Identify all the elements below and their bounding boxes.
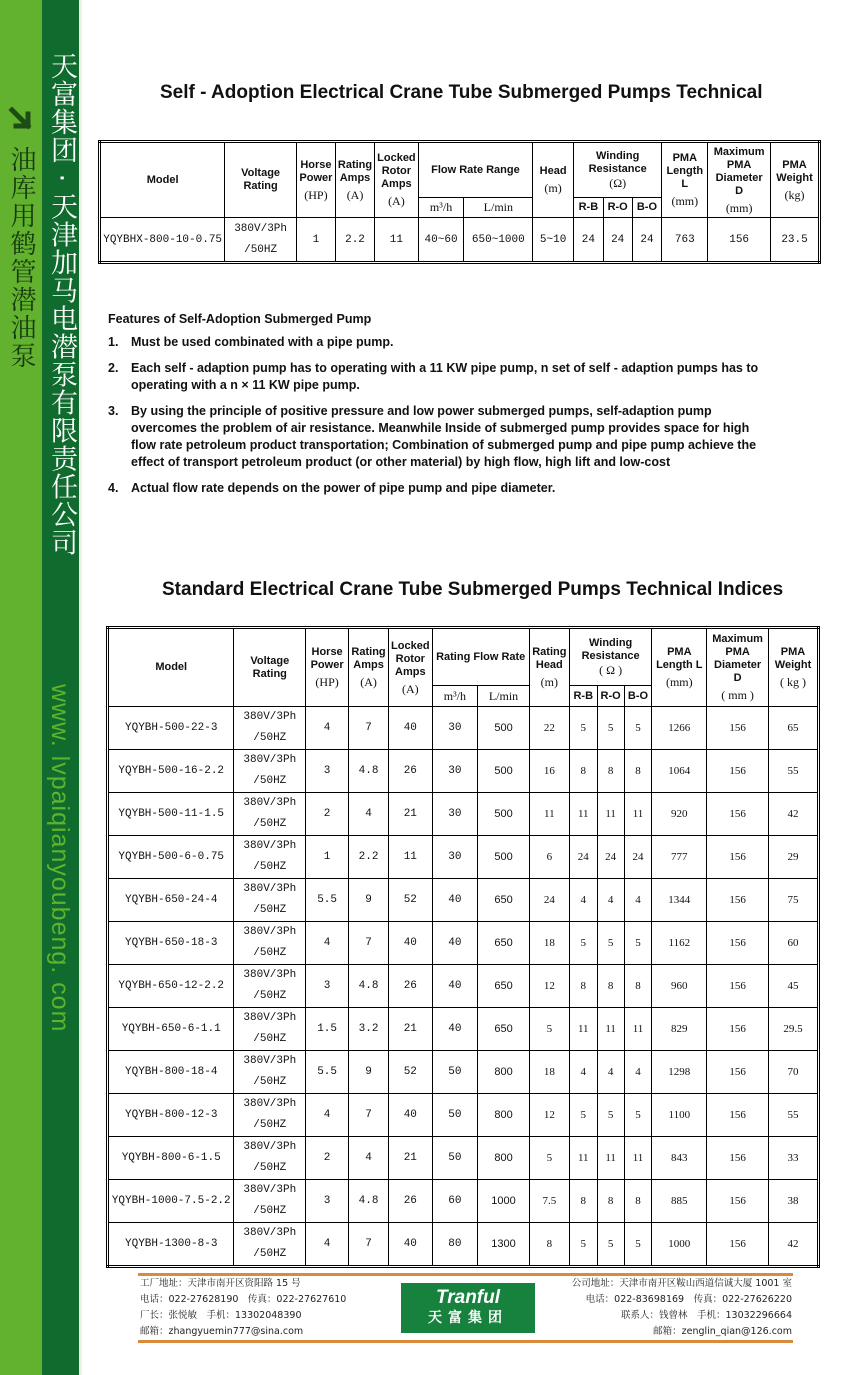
cell-flow-m3h: 40 [432, 965, 478, 1008]
company-phone: 电话：022-83698169 传真：022-27626220 [585, 1294, 792, 1305]
company-contact-person: 联系人：钱曾林 手机：13032296664 [621, 1310, 792, 1321]
features-title: Features of Self-Adoption Submerged Pump [108, 312, 372, 326]
cell-voltage: 380V/3Ph /50HZ [234, 707, 306, 750]
cell-head: 18 [529, 922, 569, 965]
cell-flow-m3h: 80 [432, 1223, 478, 1267]
cell-rating-amps: 9 [349, 1051, 389, 1094]
cell-bo: 4 [624, 1051, 652, 1094]
company-address: 公司地址：天津市南开区鞍山西道信诚大厦 1001 室 [571, 1278, 792, 1289]
cell-head: 5 [529, 1137, 569, 1180]
header-horse-power: Horse Power (HP) [306, 628, 349, 707]
cell-head: 11 [529, 793, 569, 836]
features-list [108, 334, 768, 497]
cell-diameter: 156 [707, 793, 769, 836]
cell-head: 18 [529, 1051, 569, 1094]
cell-rating-amps: 4 [349, 1137, 389, 1180]
cell-ro: 11 [597, 1008, 624, 1051]
cell-length: 885 [652, 1180, 707, 1223]
cell-ro: 5 [597, 922, 624, 965]
header-winding: Winding Resistance (Ω) [573, 142, 661, 198]
sidebar-company-name: 天富集团 · 天津加马电潜泵有限责任公司 [46, 52, 77, 557]
cell-bo: 8 [624, 750, 652, 793]
cell-voltage: 380V/3Ph /50HZ [234, 836, 306, 879]
cell-horse-power: 5.5 [306, 879, 349, 922]
cell-rb: 4 [569, 879, 597, 922]
cell-diameter: 156 [707, 1180, 769, 1223]
cell-rating-amps: 2.2 [335, 218, 374, 263]
header-rb: R-B [573, 198, 603, 218]
cell-ro: 11 [597, 793, 624, 836]
cell-rating-amps: 2.2 [349, 836, 389, 879]
cell-flow-lmin: 1000 [478, 1180, 530, 1223]
header-horse-power: Horse Power (HP) [296, 142, 335, 218]
header-weight: PMA Weight ( kg ) [769, 628, 819, 707]
header-head: Rating Head (m) [529, 628, 569, 707]
cell-rating-amps: 4.8 [349, 965, 389, 1008]
cell-flow-lmin: 800 [478, 1051, 530, 1094]
cell-weight: 60 [769, 922, 819, 965]
table-row [108, 1008, 819, 1051]
cell-weight: 65 [769, 707, 819, 750]
cell-bo: 24 [632, 218, 662, 263]
cell-ro: 8 [597, 750, 624, 793]
cell-model: YQYBH-650-24-4 [108, 879, 234, 922]
cell-flow-lmin: 650 [478, 879, 530, 922]
cell-model: YQYBH-500-6-0.75 [108, 836, 234, 879]
table-row [108, 750, 819, 793]
cell-flow-lmin: 500 [478, 793, 530, 836]
cell-flow-lmin: 500 [478, 750, 530, 793]
cell-locked-rotor: 21 [389, 793, 433, 836]
cell-flow-lmin: 800 [478, 1137, 530, 1180]
footer-bottom-rule [138, 1340, 793, 1343]
header-flow-m3h: m³/h [432, 686, 478, 707]
header-bo: B-O [632, 198, 662, 218]
cell-flow-lmin: 1300 [478, 1223, 530, 1267]
header-flow: Rating Flow Rate [432, 628, 529, 686]
header-rating-amps: Rating Amps (A) [349, 628, 389, 707]
cell-flow-m3h: 50 [432, 1137, 478, 1180]
cell-length: 1266 [652, 707, 707, 750]
factory-address: 工厂地址：天津市南开区资阳路 15 号 [140, 1278, 301, 1289]
cell-voltage: 380V/3Ph /50HZ [234, 1008, 306, 1051]
cell-length: 1064 [652, 750, 707, 793]
cell-length: 1000 [652, 1223, 707, 1267]
cell-bo: 5 [624, 707, 652, 750]
cell-rb: 11 [569, 793, 597, 836]
cell-flow-m3h: 30 [432, 836, 478, 879]
cell-model: YQYBH-800-6-1.5 [108, 1137, 234, 1180]
header-length: PMA Length L (mm) [662, 142, 708, 218]
cell-flow-m3h: 40~60 [418, 218, 464, 263]
cell-head: 5 [529, 1008, 569, 1051]
cell-head: 24 [529, 879, 569, 922]
cell-diameter: 156 [707, 836, 769, 879]
cell-model: YQYBH-650-12-2.2 [108, 965, 234, 1008]
header-length: PMA Length L (mm) [652, 628, 707, 707]
header-diameter: Maximum PMA Diameter D ( mm ) [707, 628, 769, 707]
header-flow-lmin: L/min [464, 198, 533, 218]
cell-model: YQYBHX-800-10-0.75 [100, 218, 225, 263]
cell-locked-rotor: 21 [389, 1137, 433, 1180]
cell-model: YQYBH-1000-7.5-2.2 [108, 1180, 234, 1223]
cell-length: 1344 [652, 879, 707, 922]
cell-diameter: 156 [707, 922, 769, 965]
table-row [108, 922, 819, 965]
cell-locked-rotor: 52 [389, 879, 433, 922]
cell-locked-rotor: 26 [389, 965, 433, 1008]
header-flow: Flow Rate Range [418, 142, 533, 198]
header-ro: R-O [597, 686, 624, 707]
cell-weight: 29.5 [769, 1008, 819, 1051]
standard-spec-table [106, 626, 820, 1268]
cell-weight: 45 [769, 965, 819, 1008]
cell-horse-power: 2 [306, 1137, 349, 1180]
cell-length: 1100 [652, 1094, 707, 1137]
cell-flow-lmin: 500 [478, 707, 530, 750]
cell-horse-power: 4 [306, 922, 349, 965]
cell-rating-amps: 7 [349, 922, 389, 965]
cell-horse-power: 4 [306, 707, 349, 750]
header-rb: R-B [569, 686, 597, 707]
cell-bo: 4 [624, 879, 652, 922]
cell-rb: 5 [569, 1094, 597, 1137]
cell-bo: 5 [624, 922, 652, 965]
cell-rb: 5 [569, 707, 597, 750]
table-row [108, 1094, 819, 1137]
cell-model: YQYBH-500-22-3 [108, 707, 234, 750]
cell-diameter: 156 [707, 965, 769, 1008]
header-voltage: Voltage Rating [225, 142, 297, 218]
cell-flow-m3h: 50 [432, 1051, 478, 1094]
cell-horse-power: 3 [306, 750, 349, 793]
cell-rb: 8 [569, 1180, 597, 1223]
cell-flow-lmin: 650~1000 [464, 218, 533, 263]
section1-title: Self - Adoption Electrical Crane Tube Submerged Pumps Technical [160, 82, 763, 103]
cell-horse-power: 4 [306, 1223, 349, 1267]
cell-bo: 24 [624, 836, 652, 879]
table-row [108, 1180, 819, 1223]
cell-rating-amps: 7 [349, 1094, 389, 1137]
cell-voltage: 380V/3Ph /50HZ [234, 1094, 306, 1137]
cell-head: 12 [529, 1094, 569, 1137]
cell-rating-amps: 9 [349, 879, 389, 922]
header-flow-lmin: L/min [478, 686, 530, 707]
header-model: Model [108, 628, 234, 707]
cell-flow-lmin: 650 [478, 922, 530, 965]
cell-rating-amps: 7 [349, 1223, 389, 1267]
cell-horse-power: 1 [306, 836, 349, 879]
cell-weight: 75 [769, 879, 819, 922]
factory-email: 邮箱：zhangyuemin777@sina.com [140, 1326, 304, 1337]
table-row [108, 965, 819, 1008]
cell-flow-lmin: 500 [478, 836, 530, 879]
sidebar-website: www. lvpaiqianyoubeng. com [46, 684, 74, 1033]
self-adoption-spec-table [98, 140, 821, 264]
cell-model: YQYBH-500-11-1.5 [108, 793, 234, 836]
factory-contact [140, 1276, 346, 1340]
cell-horse-power: 1.5 [306, 1008, 349, 1051]
cell-weight: 23.5 [771, 218, 820, 263]
cell-weight: 55 [769, 750, 819, 793]
cell-flow-m3h: 30 [432, 793, 478, 836]
cell-diameter: 156 [707, 1223, 769, 1267]
cell-flow-lmin: 800 [478, 1094, 530, 1137]
cell-flow-m3h: 50 [432, 1094, 478, 1137]
cell-locked-rotor: 26 [389, 1180, 433, 1223]
cell-head: 5~10 [533, 218, 574, 263]
company-contact [572, 1276, 792, 1340]
header-weight: PMA Weight (kg) [771, 142, 820, 218]
cell-ro: 5 [597, 707, 624, 750]
cell-locked-rotor: 40 [389, 707, 433, 750]
cell-bo: 5 [624, 1223, 652, 1267]
cell-rating-amps: 4 [349, 793, 389, 836]
cell-head: 22 [529, 707, 569, 750]
cell-rating-amps: 7 [349, 707, 389, 750]
cell-rating-amps: 4.8 [349, 750, 389, 793]
table-row [108, 1051, 819, 1094]
cell-weight: 55 [769, 1094, 819, 1137]
cell-flow-m3h: 40 [432, 879, 478, 922]
cell-diameter: 156 [707, 1051, 769, 1094]
table-row [108, 879, 819, 922]
features-section [108, 312, 768, 506]
cell-length: 1162 [652, 922, 707, 965]
cell-locked-rotor: 40 [389, 1094, 433, 1137]
header-locked-rotor: Locked Rotor Amps (A) [389, 628, 433, 707]
cell-length: 763 [662, 218, 708, 263]
cell-length: 1298 [652, 1051, 707, 1094]
cell-bo: 11 [624, 1137, 652, 1180]
header-ro: R-O [603, 198, 632, 218]
cell-ro: 8 [597, 1180, 624, 1223]
tranful-logo: Tranful 天富集团 [401, 1283, 535, 1333]
cell-ro: 24 [597, 836, 624, 879]
cell-weight: 29 [769, 836, 819, 879]
cell-length: 960 [652, 965, 707, 1008]
cell-locked-rotor: 21 [389, 1008, 433, 1051]
cell-voltage: 380V/3Ph /50HZ [234, 1137, 306, 1180]
cell-rating-amps: 4.8 [349, 1180, 389, 1223]
cell-diameter: 156 [707, 879, 769, 922]
cell-horse-power: 3 [306, 1180, 349, 1223]
cell-weight: 33 [769, 1137, 819, 1180]
cell-bo: 11 [624, 1008, 652, 1051]
cell-rb: 5 [569, 1223, 597, 1267]
cell-voltage: 380V/3Ph /50HZ [234, 750, 306, 793]
cell-horse-power: 3 [306, 965, 349, 1008]
sidebar-category-label: 油库用鹤管潜油泵 [6, 146, 36, 370]
cell-diameter: 156 [707, 1008, 769, 1051]
cell-head: 8 [529, 1223, 569, 1267]
cell-diameter: 156 [707, 707, 769, 750]
cell-head: 12 [529, 965, 569, 1008]
cell-voltage: 380V/3Ph /50HZ [234, 1051, 306, 1094]
cell-bo: 8 [624, 965, 652, 1008]
cell-model: YQYBH-650-18-3 [108, 922, 234, 965]
feature-item: 2. Each self - adaption pump has to operating with a 11 KW pipe pump, n set of self - adaption pumps has to operating with a n × 11 KW pipe pump. [108, 361, 759, 392]
cell-ro: 24 [603, 218, 632, 263]
cell-weight: 42 [769, 1223, 819, 1267]
cell-voltage: 380V/3Ph /50HZ [234, 1223, 306, 1267]
cell-horse-power: 5.5 [306, 1051, 349, 1094]
cell-rb: 5 [569, 922, 597, 965]
cell-head: 6 [529, 836, 569, 879]
factory-phone: 电话：022-27628190 传真：022-27627610 [140, 1294, 347, 1305]
cell-length: 777 [652, 836, 707, 879]
cell-flow-m3h: 30 [432, 750, 478, 793]
cell-head: 7.5 [529, 1180, 569, 1223]
cell-rb: 4 [569, 1051, 597, 1094]
table-row [108, 707, 819, 750]
cell-voltage: 380V/3Ph /50HZ [234, 879, 306, 922]
feature-item: 1. Must be used combinated with a pipe pump. [108, 335, 394, 349]
feature-item: 3. By using the principle of positive pressure and low power submerged pumps, self-adaption pump overcomes the problem of air resistance. Meanwhile Inside of submerged pump provides space for high flow rate petroleum product transportation; Combination of submerged pump and pipe pump achieve the effect of transport petroleum product (or other material) by high flow, high lift and low-cost [108, 404, 757, 469]
cell-locked-rotor: 11 [389, 836, 433, 879]
cell-locked-rotor: 40 [389, 922, 433, 965]
cell-voltage: 380V/3Ph /50HZ [225, 218, 297, 263]
cell-bo: 11 [624, 793, 652, 836]
table-row [108, 836, 819, 879]
company-email: 邮箱：zenglin_qian@126.com [653, 1326, 792, 1337]
cell-ro: 5 [597, 1094, 624, 1137]
cell-rb: 11 [569, 1008, 597, 1051]
cell-model: YQYBH-500-16-2.2 [108, 750, 234, 793]
cell-horse-power: 2 [306, 793, 349, 836]
header-head: Head (m) [533, 142, 574, 218]
cell-flow-m3h: 30 [432, 707, 478, 750]
cell-weight: 38 [769, 1180, 819, 1223]
cell-flow-lmin: 650 [478, 1008, 530, 1051]
cell-ro: 4 [597, 879, 624, 922]
cell-model: YQYBH-650-6-1.1 [108, 1008, 234, 1051]
cell-bo: 8 [624, 1180, 652, 1223]
cell-weight: 70 [769, 1051, 819, 1094]
cell-model: YQYBH-800-12-3 [108, 1094, 234, 1137]
cell-length: 829 [652, 1008, 707, 1051]
arrow-down-right-icon [8, 106, 34, 132]
header-rating-amps: Rating Amps (A) [335, 142, 374, 218]
cell-horse-power: 4 [306, 1094, 349, 1137]
cell-flow-m3h: 40 [432, 1008, 478, 1051]
cell-rating-amps: 3.2 [349, 1008, 389, 1051]
cell-locked-rotor: 26 [389, 750, 433, 793]
header-model: Model [100, 142, 225, 218]
header-winding: Winding Resistance ( Ω ) [569, 628, 652, 686]
cell-rb: 24 [573, 218, 603, 263]
header-bo: B-O [624, 686, 652, 707]
section2-title: Standard Electrical Crane Tube Submerged Pumps Technical Indices [162, 579, 784, 600]
cell-voltage: 380V/3Ph /50HZ [234, 922, 306, 965]
table-row [108, 1137, 819, 1180]
sidebar-edge [79, 0, 82, 1375]
cell-flow-m3h: 60 [432, 1180, 478, 1223]
cell-length: 920 [652, 793, 707, 836]
cell-model: YQYBH-1300-8-3 [108, 1223, 234, 1267]
cell-locked-rotor: 11 [375, 218, 419, 263]
table-row [108, 1223, 819, 1267]
header-flow-m3h: m³/h [418, 198, 464, 218]
cell-weight: 42 [769, 793, 819, 836]
cell-ro: 5 [597, 1223, 624, 1267]
cell-voltage: 380V/3Ph /50HZ [234, 965, 306, 1008]
cell-diameter: 156 [707, 1094, 769, 1137]
cell-diameter: 156 [708, 218, 771, 263]
cell-flow-m3h: 40 [432, 922, 478, 965]
cell-flow-lmin: 650 [478, 965, 530, 1008]
factory-manager: 厂长：张悦敏 手机：13302048390 [140, 1310, 302, 1321]
cell-rb: 24 [569, 836, 597, 879]
cell-locked-rotor: 40 [389, 1223, 433, 1267]
feature-item: 4. Actual flow rate depends on the power of pipe pump and pipe diameter. [108, 481, 556, 495]
cell-model: YQYBH-800-18-4 [108, 1051, 234, 1094]
cell-locked-rotor: 52 [389, 1051, 433, 1094]
table-row [100, 218, 820, 263]
cell-head: 16 [529, 750, 569, 793]
cell-bo: 5 [624, 1094, 652, 1137]
header-voltage: Voltage Rating [234, 628, 306, 707]
header-locked-rotor: Locked Rotor Amps (A) [375, 142, 419, 218]
table-row [108, 793, 819, 836]
cell-diameter: 156 [707, 1137, 769, 1180]
cell-rb: 8 [569, 750, 597, 793]
cell-ro: 8 [597, 965, 624, 1008]
cell-ro: 4 [597, 1051, 624, 1094]
header-diameter: Maximum PMA Diameter D (mm) [708, 142, 771, 218]
cell-voltage: 380V/3Ph /50HZ [234, 1180, 306, 1223]
cell-diameter: 156 [707, 750, 769, 793]
cell-length: 843 [652, 1137, 707, 1180]
cell-ro: 11 [597, 1137, 624, 1180]
cell-rb: 8 [569, 965, 597, 1008]
cell-horse-power: 1 [296, 218, 335, 263]
cell-rb: 11 [569, 1137, 597, 1180]
cell-voltage: 380V/3Ph /50HZ [234, 793, 306, 836]
